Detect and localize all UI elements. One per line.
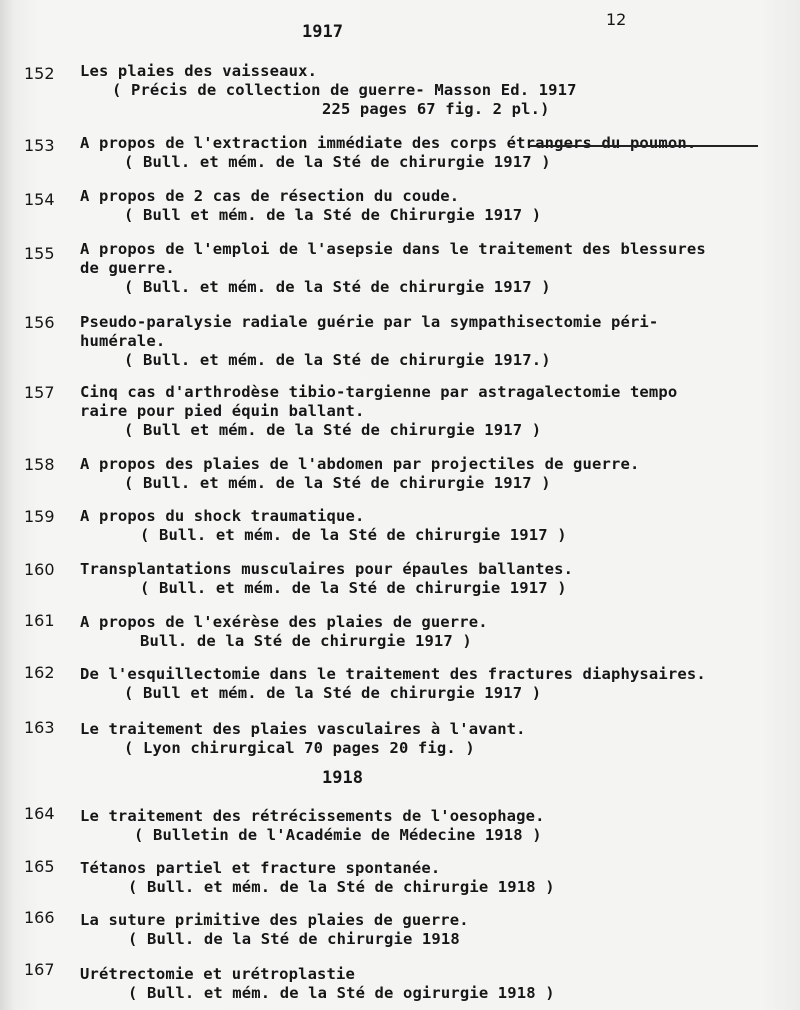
entry-title: A propos de l'extraction immédiate des corps étrangers du poumon.	[80, 134, 697, 152]
entry-reference: humérale.	[80, 332, 166, 350]
entry-number: 166	[24, 908, 55, 927]
entry-title: Urétrectomie et urétroplastie	[80, 965, 355, 983]
entry-title: Le traitement des rétrécissements de l'oesophage.	[80, 807, 545, 825]
entry-reference: ( Bull et mém. de la Sté de chirurgie 1917 )	[124, 684, 542, 702]
entry-reference: ( Bull. et mém. de la Sté de chirurgie 1917.)	[124, 351, 551, 369]
entry-number: 164	[24, 804, 55, 823]
entry-number: 163	[24, 718, 55, 737]
entry-number: 158	[24, 455, 55, 474]
entry-reference: Bull. de la Sté de chirurgie 1917 )	[140, 632, 472, 650]
entry-number: 159	[24, 507, 55, 526]
entry-title: Transplantations musculaires pour épaules ballantes.	[80, 560, 574, 578]
entry-reference: ( Lyon chirurgical 70 pages 20 fig. )	[124, 739, 475, 757]
entry-title: A propos de l'emploi de l'asepsie dans le traitement des blessures	[80, 240, 706, 258]
entry-number: 161	[24, 611, 55, 630]
year-heading-1918: 1918	[322, 768, 363, 788]
strikethrough-mark	[528, 145, 758, 147]
entry-number: 153	[24, 136, 55, 155]
entry-reference: ( Précis de collection de guerre- Masson Ed. 1917	[112, 81, 577, 99]
entry-title: Les plaies des vaisseaux.	[80, 62, 318, 80]
entry-number: 160	[24, 560, 55, 579]
entry-number: 154	[24, 190, 55, 209]
entry-title: La suture primitive des plaies de guerre.	[80, 911, 469, 929]
entry-number: 167	[24, 960, 55, 979]
entry-title: De l'esquillectomie dans le traitement des fractures diaphysaires.	[80, 665, 706, 683]
entry-reference: ( Bull et mém. de la Sté de Chirurgie 1917 )	[124, 206, 542, 224]
entry-title: A propos de l'exérèse des plaies de guerre.	[80, 613, 488, 631]
entry-title: Cinq cas d'arthrodèse tibio-targienne par astragalectomie tempo	[80, 383, 678, 401]
entry-title: A propos de 2 cas de résection du coude.	[80, 187, 460, 205]
entry-number: 155	[24, 244, 55, 263]
year-heading-1917: 1917	[302, 22, 343, 42]
entry-reference: ( Bull. de la Sté de chirurgie 1918	[128, 930, 460, 948]
entry-reference: 225 pages 67 fig. 2 pl.)	[322, 100, 550, 118]
entry-number: 152	[24, 64, 55, 83]
entry-title: Pseudo-paralysie radiale guérie par la sympathisectomie péri-	[80, 313, 659, 331]
entry-title: A propos des plaies de l'abdomen par projectiles de guerre.	[80, 455, 640, 473]
entry-reference: ( Bull et mém. de la Sté de chirurgie 1917 )	[124, 421, 542, 439]
entry-title: Le traitement des plaies vasculaires à l'avant.	[80, 720, 526, 738]
entry-number: 156	[24, 313, 55, 332]
page-number: 12	[606, 10, 627, 29]
entry-number: 157	[24, 383, 55, 402]
entry-reference: ( Bull. et mém. de la Sté de ogirurgie 1918 )	[128, 984, 555, 1002]
entry-reference: de guerre.	[80, 259, 175, 277]
entry-reference: ( Bull. et mém. de la Sté de chirurgie 1917 )	[140, 526, 567, 544]
entry-reference: ( Bull. et mém. de la Sté de chirurgie 1918 )	[128, 878, 555, 896]
entry-reference: ( Bull. et mém. de la Sté de chirurgie 1917 )	[124, 153, 551, 171]
entry-reference: ( Bull. et mém. de la Sté de chirurgie 1917 )	[140, 579, 567, 597]
entry-reference: ( Bull. et mém. de la Sté de chirurgie 1917 )	[124, 474, 551, 492]
entry-number: 165	[24, 857, 55, 876]
entry-title: A propos du shock traumatique.	[80, 507, 365, 525]
entry-number: 162	[24, 663, 55, 682]
entry-reference: ( Bull. et mém. de la Sté de chirurgie 1917 )	[124, 278, 551, 296]
entry-reference: raire pour pied équin ballant.	[80, 402, 365, 420]
entry-reference: ( Bulletin de l'Académie de Médecine 1918 )	[134, 826, 542, 844]
entry-title: Tétanos partiel et fracture spontanée.	[80, 859, 441, 877]
